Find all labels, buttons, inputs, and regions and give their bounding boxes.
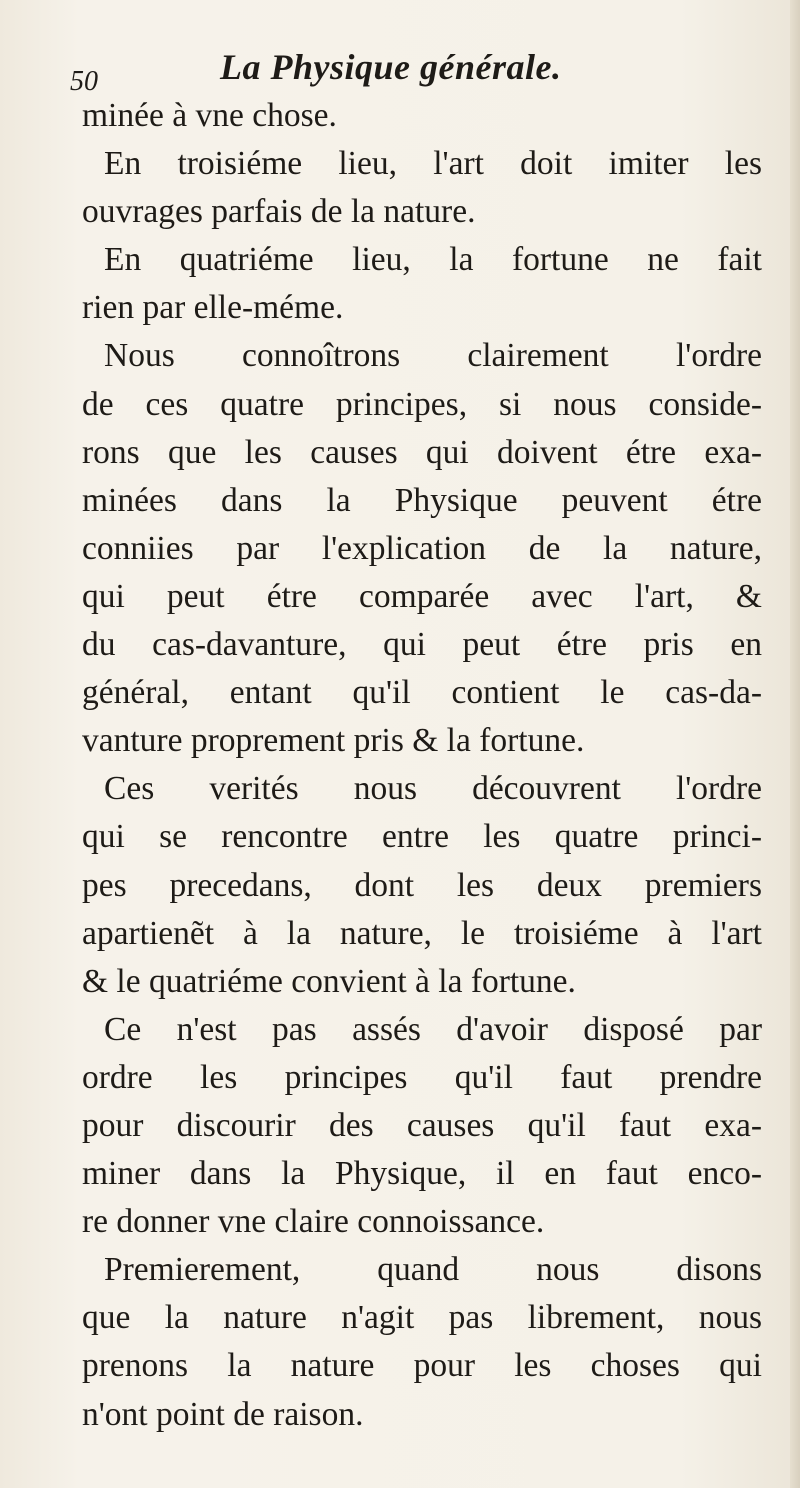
- text-line: miner dans la Physique, il en faut enco-: [82, 1155, 762, 1193]
- text-line: rons que les causes qui doivent étre exa-: [82, 433, 762, 471]
- text-line: re donner vne claire connoissance.: [82, 1203, 545, 1241]
- text-line: En quatriéme lieu, la fortune ne fait: [104, 241, 762, 279]
- text-line: ouvrages parfais de la nature.: [82, 193, 476, 231]
- text-line: n'ont point de raison.: [82, 1395, 364, 1433]
- text-line: du cas-davanture, qui peut étre pris en: [82, 626, 762, 664]
- page-header: [70, 44, 760, 97]
- text-line: ordre les principes qu'il faut prendre: [82, 1058, 762, 1096]
- body-text: [82, 92, 762, 1439]
- text-line: minées dans la Physique peuvent étre: [82, 481, 762, 519]
- text-line: Ces verités nous découvrent l'ordre: [104, 770, 762, 808]
- text-line: vanture proprement pris & la fortune.: [82, 722, 585, 760]
- text-line: pour discourir des causes qu'il faut exa-: [82, 1106, 762, 1144]
- page-edge: [790, 0, 800, 1488]
- text-line: minée à vne chose.: [82, 97, 337, 134]
- text-line: & le quatriéme convient à la fortune.: [82, 962, 576, 1000]
- text-line: rien par elle-méme.: [82, 289, 344, 327]
- text-line: En troisiéme lieu, l'art doit imiter les: [104, 145, 762, 183]
- page-number: 50: [70, 66, 98, 97]
- text-line: apartienẽt à la nature, le troisiéme à l'art: [82, 914, 762, 952]
- text-line: Nous connoîtrons clairement l'ordre: [104, 337, 762, 375]
- text-line: de ces quatre principes, si nous conside-: [82, 385, 762, 423]
- text-line: qui se rencontre entre les quatre princi-: [82, 818, 762, 856]
- text-line: Ce n'est pas assés d'avoir disposé par: [104, 1010, 762, 1048]
- text-line: pes precedans, dont les deux premiers: [82, 866, 762, 904]
- text-line: conniies par l'explication de la nature,: [82, 529, 762, 567]
- text-line: général, entant qu'il contient le cas-da-: [82, 674, 762, 712]
- text-line: qui peut étre comparée avec l'art, &: [82, 577, 762, 615]
- text-line: que la nature n'agit pas librement, nous: [82, 1299, 762, 1337]
- text-line: Premierement, quand nous disons: [104, 1251, 762, 1289]
- text-line: prenons la nature pour les choses qui: [82, 1347, 762, 1385]
- running-title: La Physique générale.: [220, 47, 562, 87]
